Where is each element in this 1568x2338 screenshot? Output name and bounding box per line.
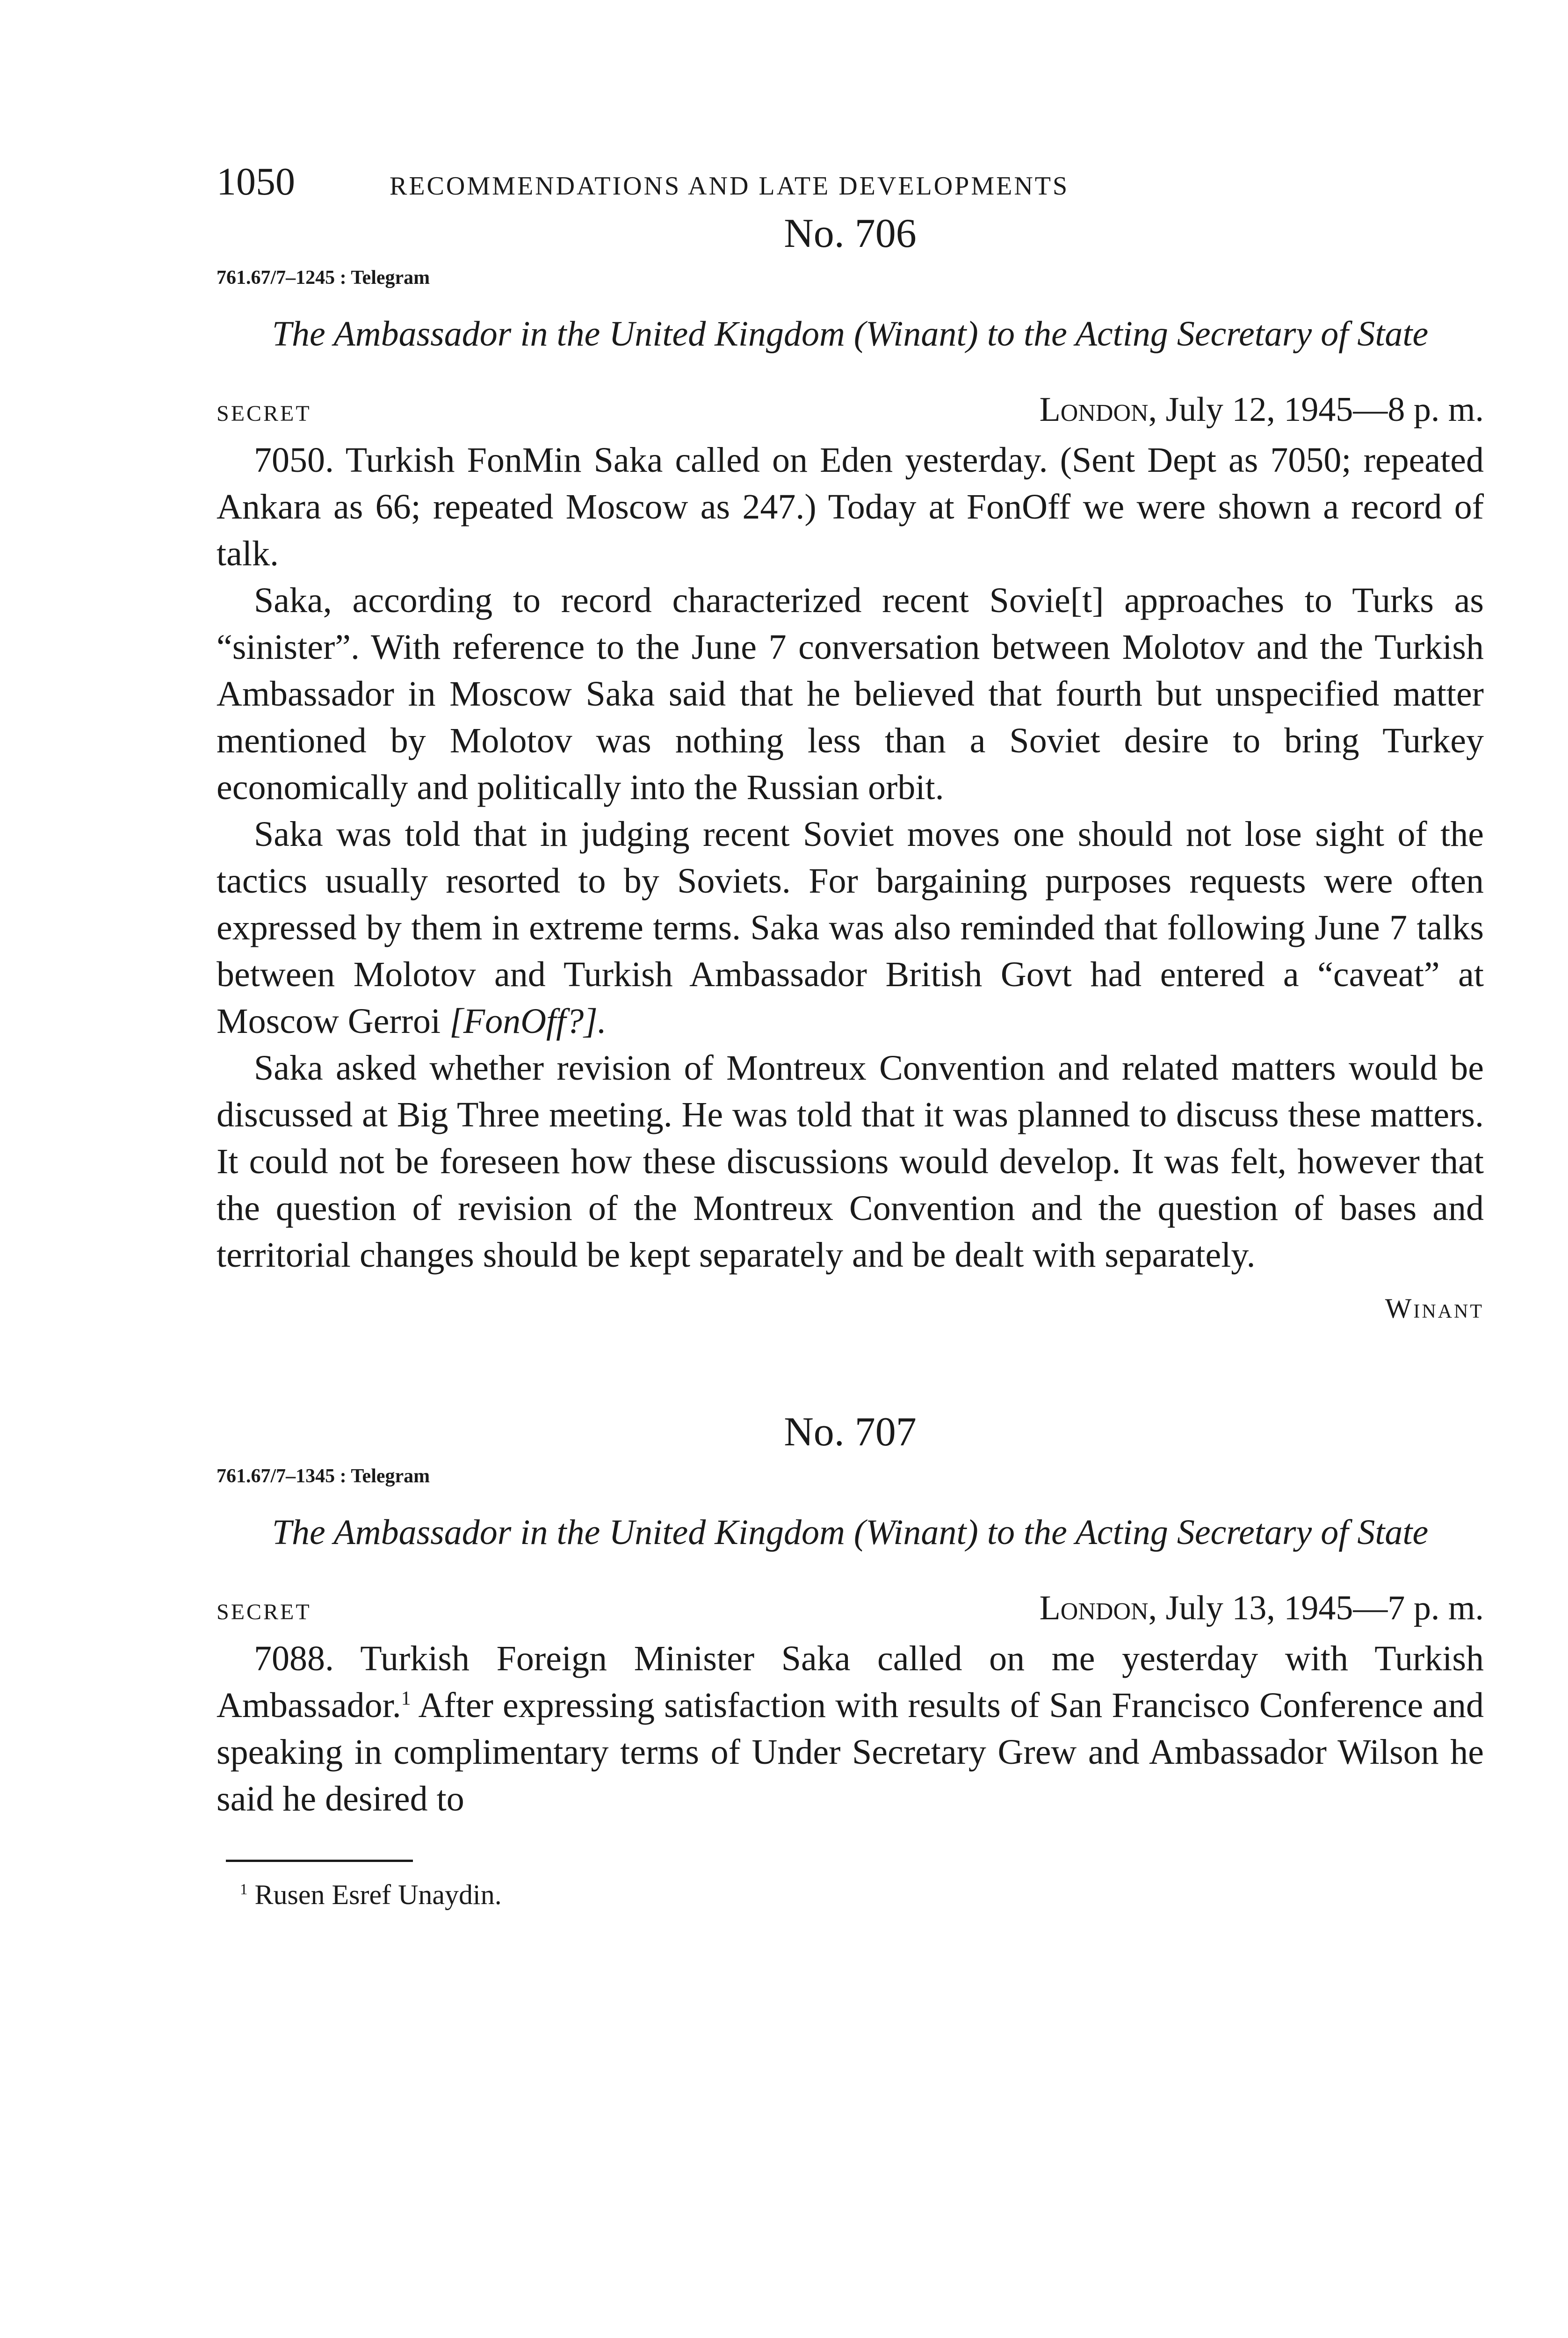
place-name: London,	[1039, 390, 1157, 429]
paragraph: 7050. Turkish FonMin Saka called on Eden yesterday. (Sent Dept as 7050; repeated Ankara as 66; repeated Moscow as 247.) Today at FonOff we were shown a record of talk.	[217, 440, 1484, 573]
place-date	[1040, 1588, 1484, 1628]
classification-label: SECRET	[217, 401, 311, 426]
paragraph-text: 7088. Turkish Foreign Minister Saka called on me yesterday with Turkish Ambassador.	[217, 1639, 1484, 1725]
document-707	[217, 1409, 1484, 1822]
date-time: July 12, 1945—8 p. m.	[1165, 390, 1484, 429]
footnote-divider	[226, 1860, 413, 1862]
footnote-text: Rusen Esref Unaydin.	[254, 1879, 502, 1910]
footnote-reference[interactable]: 1	[401, 1688, 411, 1710]
section-spacer	[217, 1325, 1484, 1409]
paragraph-text: After expressing satisfaction with results of San Francisco Conference and speaking in complimentary terms of Under Secretary Grew and Ambassador Wilson he said he desired to	[217, 1686, 1484, 1818]
dateline	[217, 390, 1484, 437]
running-title: RECOMMENDATIONS AND LATE DEVELOPMENTS	[390, 172, 1069, 201]
document-number: No. 707	[784, 1409, 917, 1455]
bracketed-note: [FonOff?].	[449, 1002, 607, 1041]
running-head	[217, 159, 1484, 210]
document-heading: The Ambassador in the United Kingdom (Winant) to the Acting Secretary of State	[272, 314, 1429, 354]
paragraph	[217, 811, 1484, 1045]
place-date	[1040, 390, 1484, 430]
document-number: No. 706	[784, 211, 917, 256]
document-page	[217, 159, 1484, 1913]
file-reference: 761.67/7–1245 : Telegram	[217, 267, 430, 289]
date-time: July 13, 1945—7 p. m.	[1165, 1589, 1484, 1627]
signature: Winant	[1385, 1293, 1484, 1324]
document-heading: The Ambassador in the United Kingdom (Winant) to the Acting Secretary of State	[272, 1513, 1429, 1552]
paragraph	[217, 1635, 1484, 1822]
page-number: 1050	[217, 160, 295, 203]
document-706	[217, 210, 1484, 1325]
file-reference: 761.67/7–1345 : Telegram	[217, 1465, 430, 1487]
paragraph: Saka asked whether revision of Montreux Convention and related matters would be discussed at Big Three meeting. He was told that it was planned to discuss these matters. It could not be foreseen how these discussions would develop. It was felt, however that the question of revision of the Montreux Convention and the question of bases and territorial changes should be kept separately and be dealt with separately.	[217, 1048, 1484, 1275]
dateline	[217, 1588, 1484, 1635]
paragraph-text: Saka was told that in judging recent Soviet moves one should not lose sight of the tactics usually resorted to by Soviets. For bargaining purposes requests were often expressed by them in extreme terms. Saka was also reminded that following June 7 talks between Molotov and Turkish Ambassador British Govt had entered a “caveat” at Moscow Gerroi	[217, 815, 1484, 1041]
classification-label: SECRET	[217, 1600, 311, 1624]
paragraph: Saka, according to record characterized recent Sovie[t] approaches to Turks as “sinister”. With reference to the June 7 conversation between Molotov and the Turkish Ambassador in Moscow Saka said that he believed that fourth but unspecified matter mentioned by Molotov was nothing less than a Soviet desire to bring Turkey economically and politically into the Russian orbit.	[217, 581, 1484, 807]
footnote	[217, 1876, 1484, 1913]
place-name: London,	[1039, 1589, 1157, 1627]
footnote-marker: 1	[240, 1881, 248, 1898]
